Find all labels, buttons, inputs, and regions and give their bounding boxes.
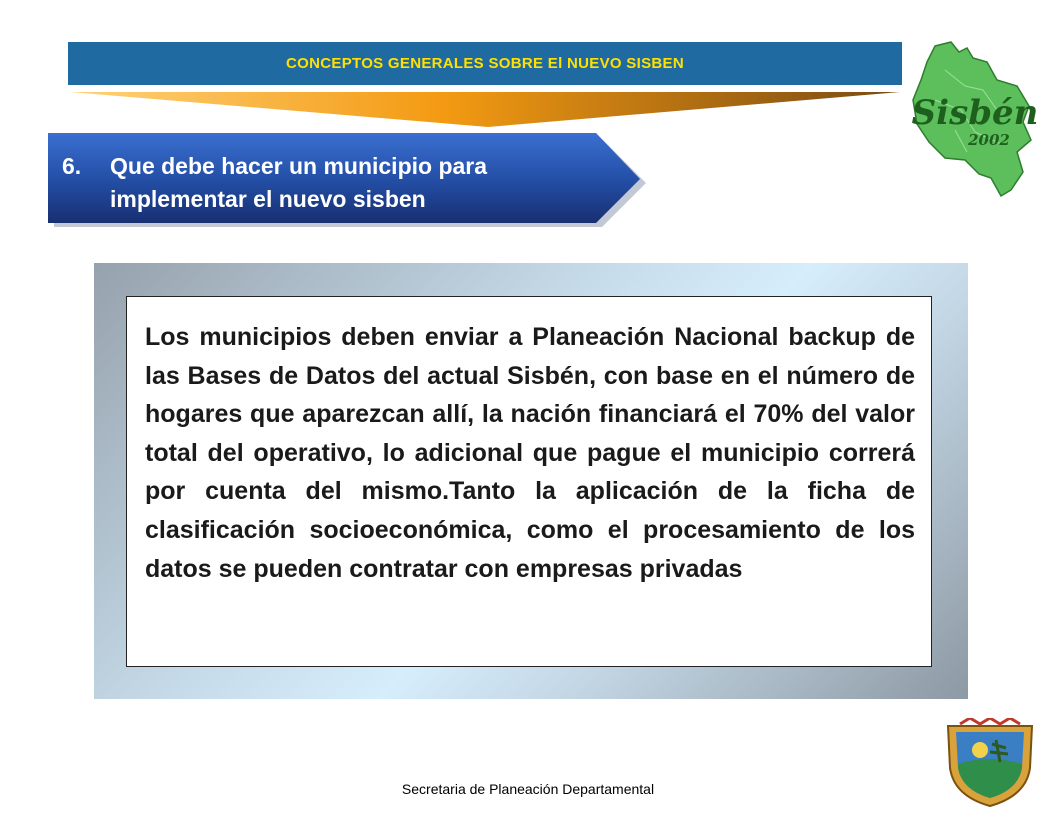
- footer-text: Secretaria de Planeación Departamental: [401, 781, 655, 797]
- sisben-logo-year: 2002: [968, 131, 1010, 149]
- section-number: 6.: [62, 153, 82, 179]
- header-bar: [68, 42, 902, 85]
- sisben-logo: [905, 40, 1045, 200]
- section-title: [62, 150, 602, 216]
- header-title: CONCEPTOS GENERALES SOBRE El NUEVO SISBEN: [286, 55, 684, 72]
- sisben-logo-name: Sisbén: [911, 93, 1039, 133]
- section-title-text: Que debe hacer un municipio para implementar el nuevo sisben: [110, 153, 488, 212]
- header-wedge-decoration: [70, 90, 900, 130]
- content-paragraph: Los municipios deben enviar a Planeación Nacional backup de las Bases de Datos del actual Sisbén, con base en el número de hogares que aparezcan allí, la nación financiará el 70% del valor total del operativo, lo adicional que pague el municipio correrá por cuenta del mismo.Tanto la aplicación de la ficha de clasificación socioeconómica, como el procesamiento de los datos se pueden contratar con empresas privadas: [145, 323, 915, 583]
